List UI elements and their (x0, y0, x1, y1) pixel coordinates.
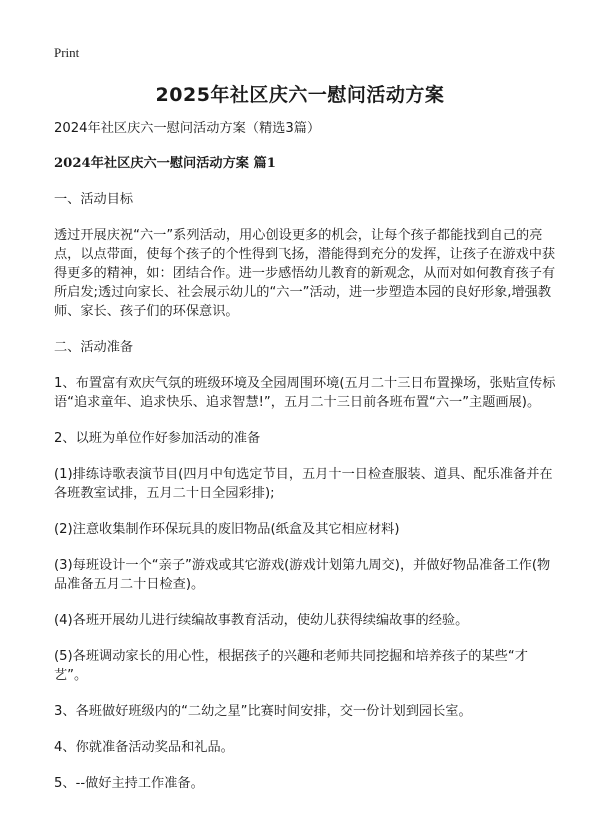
paragraph-prep-2-4: (4)各班开展幼儿进行续编故事教育活动，使幼儿获得续编故事的经验。 (54, 613, 469, 628)
section-heading: 2024年社区庆六一慰问活动方案 篇1 (54, 156, 276, 171)
paragraph-prep-2: 2、以班为单位作好参加活动的准备 (54, 431, 261, 446)
print-link[interactable]: Print (54, 45, 80, 60)
paragraph-prep-2-1: (1)排练诗歌表演节目(四月中旬选定节目，五月十一日检查服装、道具、配乐准备并在各班教室试排，五月二十日全园彩排); (54, 467, 553, 501)
paragraph-prep-heading: 二、活动准备 (54, 340, 134, 355)
paragraph-prep-3: 3、各班做好班级内的“二幼之星”比赛时间安排，交一份计划到园长室。 (54, 704, 472, 719)
paragraph-goal-heading: 一、活动目标 (54, 192, 134, 207)
paragraph-goal-body: 透过开展庆祝“六一”系列活动，用心创设更多的机会，让每个孩子都能找到自己的亮点，以点带面，使每个孩子的个性得到飞扬，潜能得到充分的发挥，让孩子在游戏中获得更多的精神，如：团结合作。进一步感悟幼儿教育的新观念，从而对如何教育孩子有所启发;透过向家长、社会展示幼儿的“六一”活动，进一步塑造本园的良好形象,增强教师、家长、孩子们的环保意识。 (54, 228, 556, 319)
page-title: 2025年社区庆六一慰问活动方案 (155, 84, 445, 106)
paragraph-prep-2-5: (5)各班调动家长的用心性，根据孩子的兴趣和老师共同挖掘和培养孩子的某些“才艺”。 (54, 649, 528, 683)
paragraph-prep-5: 5、--做好主持工作准备。 (54, 776, 204, 791)
document-subtitle: 2024年社区庆六一慰问活动方案（精选3篇） (54, 121, 321, 136)
paragraph-prep-4: 4、你就准备活动奖品和礼品。 (54, 740, 234, 755)
paragraph-prep-2-2: (2)注意收集制作环保玩具的废旧物品(纸盒及其它相应材料) (54, 522, 400, 537)
paragraph-prep-1: 1、布置富有欢庆气氛的班级环境及全园周围环境(五月二十三日布置操场，张贴宣传标语“追求童年、追求快乐、追求智慧!”，五月二十三日前各班布置“六一”主题画展)。 (54, 376, 556, 410)
document-body (54, 119, 559, 810)
paragraph-prep-2-3: (3)每班设计一个“亲子”游戏或其它游戏(游戏计划第九周交)，并做好物品准备工作(物品准备五月二十日检查)。 (54, 558, 551, 592)
